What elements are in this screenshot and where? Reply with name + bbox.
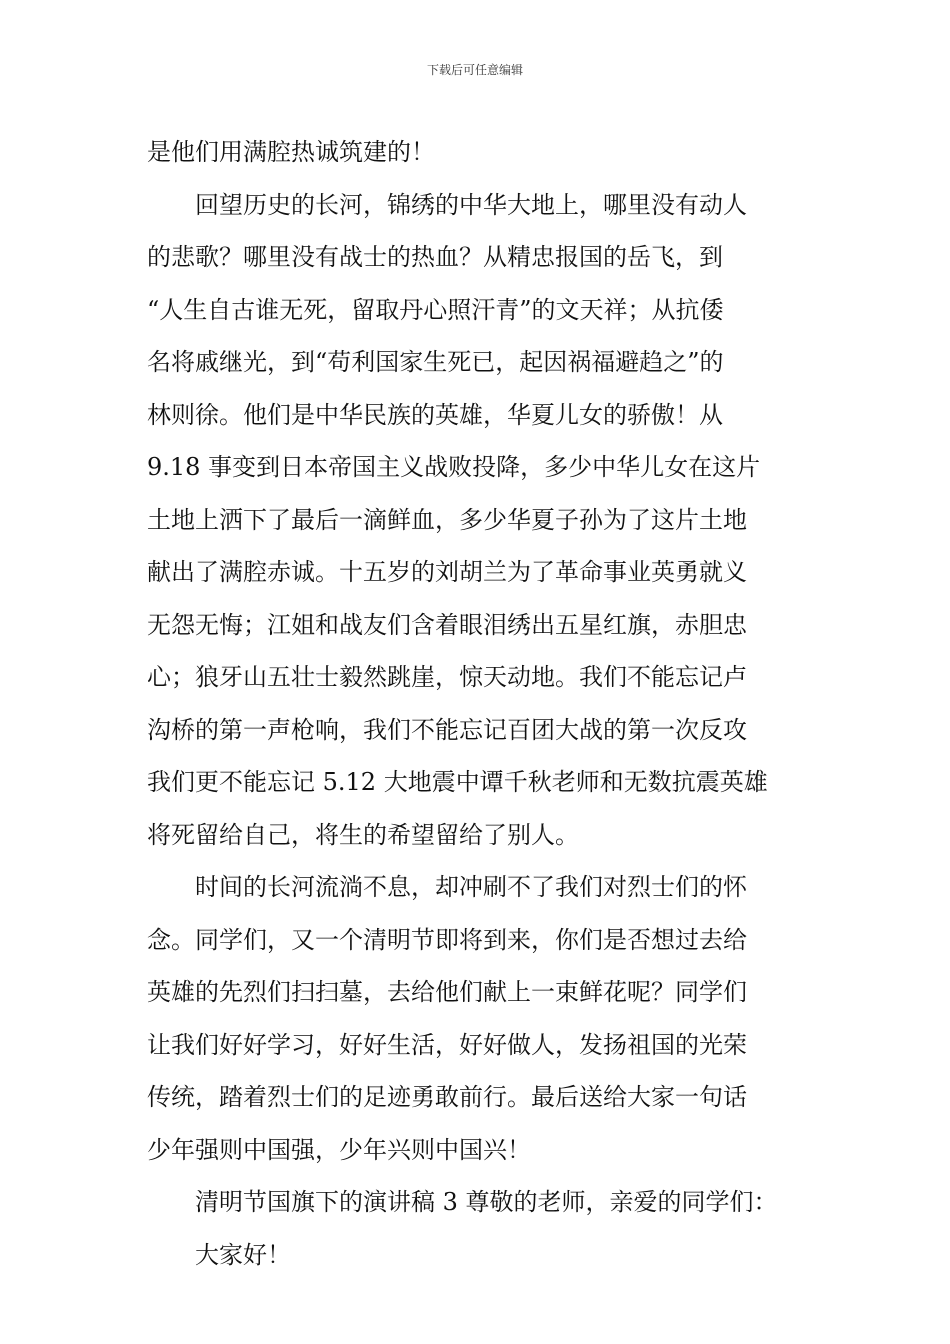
text-line: 英雄的先烈们扫扫墓，去给他们献上一束鲜花呢？同学们 bbox=[147, 978, 747, 1006]
text-line: 沟桥的第一声枪响，我们不能忘记百团大战的第一次反攻 bbox=[147, 715, 747, 744]
body-text bbox=[147, 126, 807, 1281]
text-line: “人生自古谁无死，留取丹心照汗青”的文天祥；从抗倭 bbox=[147, 295, 724, 324]
text-line: 心；狼牙山五壮士毅然跳崖，惊天动地。我们不能忘记卢 bbox=[147, 663, 747, 691]
text-line: 清明节国旗下的演讲稿 3 尊敬的老师，亲爱的同学们： bbox=[195, 1188, 778, 1216]
text-line: 少年强则中国强，少年兴则中国兴！ bbox=[147, 1135, 531, 1164]
text-line: 回望历史的长河，锦绣的中华大地上，哪里没有动人 bbox=[195, 190, 747, 219]
text-line: 时间的长河流淌不息，却冲刷不了我们对烈士们的怀 bbox=[195, 873, 747, 901]
text-line: 大家好！ bbox=[195, 1240, 291, 1269]
text-line: 我们更不能忘记 5.12 大地震中谭千秋老师和无数抗震英雄 bbox=[147, 768, 768, 796]
text-line: 名将戚继光，到“苟利国家生死已，起因祸福避趋之”的 bbox=[147, 348, 724, 376]
text-line: 念。同学们，又一个清明节即将到来，你们是否想过去给 bbox=[147, 925, 747, 954]
text-line: 土地上洒下了最后一滴鲜血，多少华夏子孙为了这片土地 bbox=[147, 505, 747, 534]
text-line: 让我们好好学习，好好生活，好好做人，发扬祖国的光荣 bbox=[147, 1030, 747, 1059]
text-line: 传统，踏着烈士们的足迹勇敢前行。最后送给大家一句话 bbox=[147, 1083, 747, 1111]
text-line: 林则徐。他们是中华民族的英雄，华夏儿女的骄傲！从 bbox=[147, 400, 723, 429]
page-header: 下载后可任意编辑 bbox=[426, 63, 523, 77]
text-line: 无怨无悔；江姐和战友们含着眼泪绣出五星红旗，赤胆忠 bbox=[147, 610, 747, 639]
text-line: 是他们用满腔热诚筑建的！ bbox=[147, 138, 435, 166]
text-line: 9.18 事变到日本帝国主义战败投降，多少中华儿女在这片 bbox=[147, 453, 761, 481]
text-line: 献出了满腔赤诚。十五岁的刘胡兰为了革命事业英勇就义 bbox=[147, 558, 747, 586]
text-line: 的悲歌？哪里没有战士的热血？从精忠报国的岳飞，到 bbox=[147, 243, 723, 271]
text-line: 将死留给自己，将生的希望留给了别人。 bbox=[147, 820, 579, 849]
